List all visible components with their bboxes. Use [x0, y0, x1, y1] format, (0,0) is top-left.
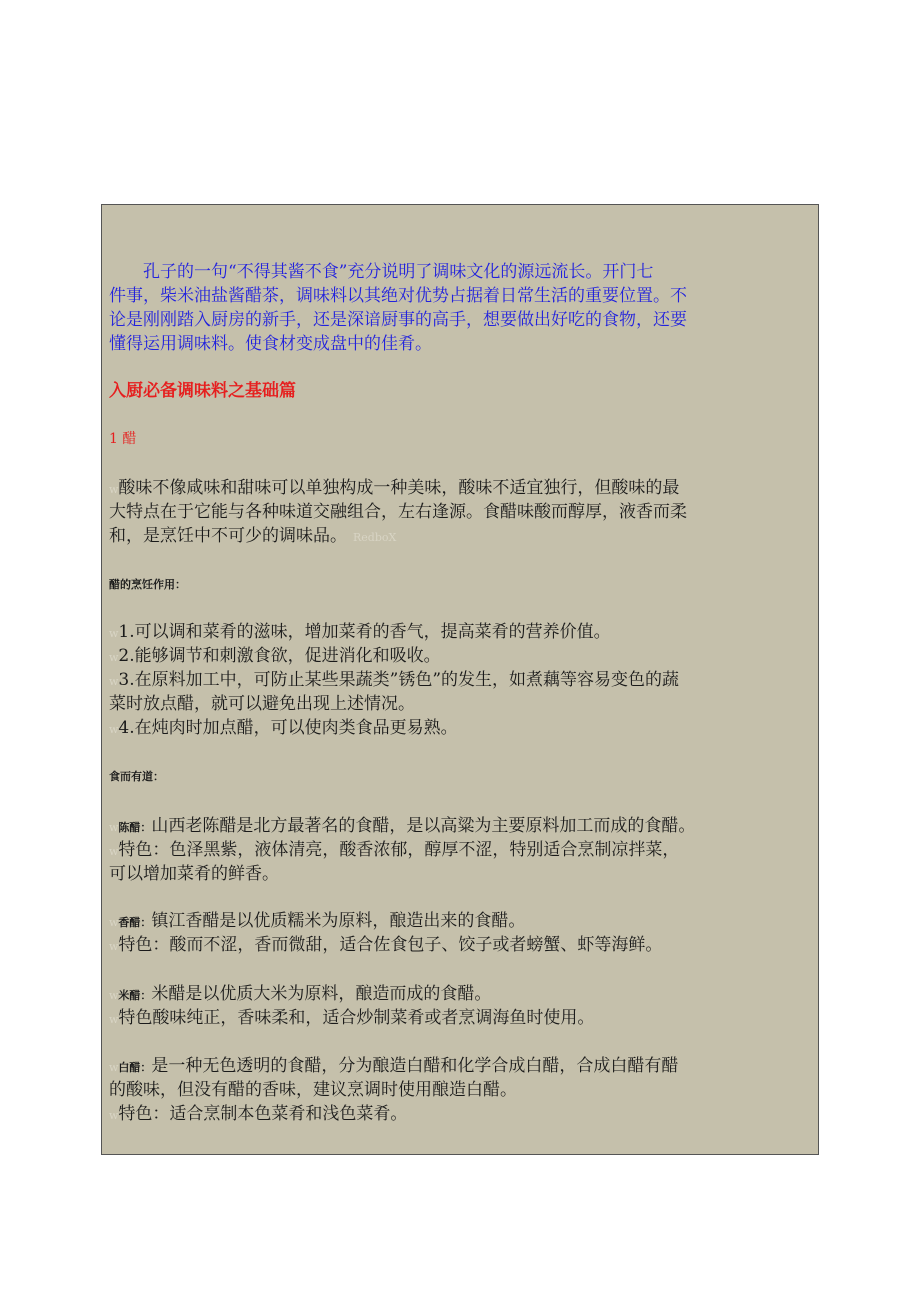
intro-line: 孔子的一句“不得其酱不食”充分说明了调味文化的源远流长。开门七: [109, 262, 654, 282]
vinegar-line: w米醋：米醋是以优质大米为原料，酿造而成的食醋。: [109, 984, 492, 1004]
vinegar-line: w特色：适合烹制本色菜肴和浅色菜肴。: [109, 1104, 408, 1124]
intro-line: 件事，柴米油盐酱醋茶，调味料以其绝对优势占据着日常生活的重要位置。不: [109, 286, 687, 306]
section-title: 入厨必备调味料之基础篇: [109, 381, 296, 401]
vinegar-line: w香醋：镇江香醋是以优质糯米为原料，酿造出来的食醋。: [109, 911, 526, 931]
item-title: 1 醋: [109, 431, 137, 447]
use-item: w3.在原料加工中，可防止某些果蔬类”锈色”的发生，如煮藕等容易变色的蔬: [109, 670, 680, 690]
vinegar-line: w白醋：是一种无色透明的食醋，分为酿造白醋和化学合成白醋，合成白醋有醋: [109, 1056, 679, 1076]
paragraph-line: w酸味不像咸味和甜味可以单独构成一种美味，酸味不适宜独行，但酸味的最: [109, 478, 680, 498]
vinegar-line: w特色：色泽黑紫，液体清亮，酸香浓郁，醇厚不涩，特别适合烹制凉拌菜，: [109, 840, 680, 860]
watermark: RedboX: [353, 531, 397, 544]
paragraph-line: 和，是烹饪中不可少的调味品。 RedboX: [109, 526, 397, 546]
article-panel: [101, 204, 819, 1155]
vinegar-line: w特色：酸而不涩，香而微甜，适合佐食包子、饺子或者螃蟹、虾等海鲜。: [109, 935, 663, 955]
use-item: w2.能够调节和刺激食欲，促进消化和吸收。: [109, 646, 441, 666]
use-item: 菜时放点醋，就可以避免出现上述情况。: [109, 694, 415, 714]
eating-heading: 食而有道：: [109, 770, 164, 783]
use-item: w1.可以调和菜肴的滋味，增加菜肴的香气，提高菜肴的营养价值。: [109, 622, 611, 642]
intro-line: 懂得运用调味料。使食材变成盘中的佳肴。: [109, 334, 432, 354]
vinegar-line: 的酸味，但没有醋的香味，建议烹调时使用酿造白醋。: [109, 1080, 517, 1100]
intro-line: 论是刚刚踏入厨房的新手，还是深谙厨事的高手，想要做出好吃的食物，还要: [109, 310, 687, 330]
use-item: w4.在炖肉时加点醋，可以使肉类食品更易熟。: [109, 718, 458, 738]
marker: w: [109, 483, 119, 496]
paragraph-line: 大特点在于它能与各种味道交融组合，左右逢源。食醋味酸而醇厚，液香而柔: [109, 502, 687, 522]
vinegar-line: w特色酸味纯正，香味柔和，适合炒制菜肴或者烹调海鱼时使用。: [109, 1008, 595, 1028]
vinegar-line: w陈醋：山西老陈醋是北方最著名的食醋，是以高粱为主要原料加工而成的食醋。: [109, 816, 696, 836]
vinegar-line: 可以增加菜肴的鲜香。: [109, 864, 279, 884]
cooking-heading: 醋的烹饪作用：: [109, 578, 186, 591]
